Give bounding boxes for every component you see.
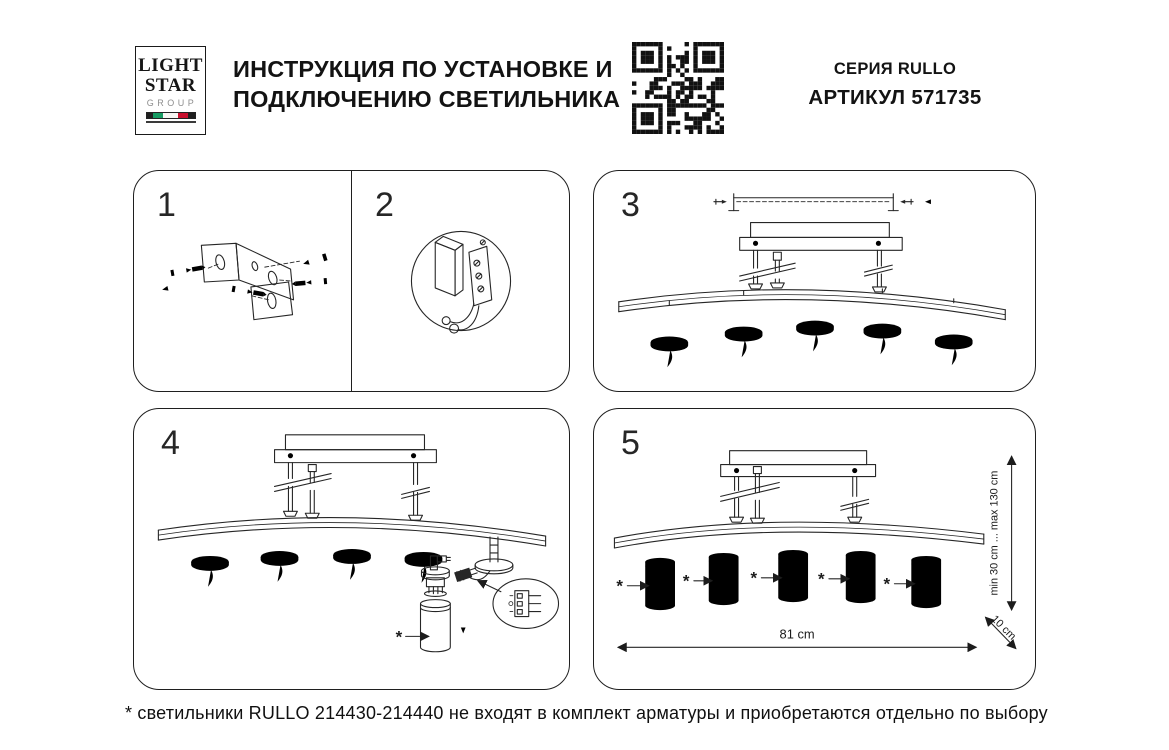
height-dimension <box>989 457 1012 610</box>
page-title <box>233 54 620 114</box>
step-number-3: 3 <box>621 186 640 224</box>
step-number-1: 1 <box>157 186 176 224</box>
product-info <box>798 60 992 110</box>
shade-dimension <box>986 613 1018 648</box>
panel-step-4 <box>133 408 570 690</box>
panel-step-3 <box>593 170 1036 392</box>
asterisk-marker: * <box>616 576 623 596</box>
panel-steps-1-2 <box>133 170 570 392</box>
step-number-4: 4 <box>161 424 180 462</box>
asterisk-marker: * <box>883 574 891 594</box>
terminal-detail-bubble <box>493 579 559 629</box>
wiring-detail-diagram <box>411 231 510 333</box>
article-label: АРТИКУЛ 571735 <box>808 86 982 109</box>
step4-diagram <box>134 409 569 689</box>
footnote: * светильники RULLO 214430-214440 не входят в комплект арматуры и приобретаются отдельно по выбору <box>125 703 1048 723</box>
asterisk-marker: * <box>395 627 403 647</box>
logo-word-light: LIGHT <box>138 55 203 76</box>
panel-divider <box>351 171 352 391</box>
asterisk-marker: * <box>682 571 690 591</box>
panel-step-5 <box>593 408 1036 690</box>
shade-dimension-label: 10 cm <box>988 613 1019 643</box>
height-dimension-label: min 30 cm ... max 130 cm <box>988 470 1001 596</box>
lightstar-logo <box>135 46 206 135</box>
flag-underline <box>146 121 196 123</box>
title-line-2: ПОДКЛЮЧЕНИЮ СВЕТИЛЬНИКА <box>233 86 621 112</box>
width-dimension-label: 81 cm <box>779 626 815 642</box>
asterisk-marker: * <box>750 568 758 588</box>
title-line-1: ИНСТРУКЦИЯ ПО УСТАНОВКЕ И <box>233 56 613 82</box>
lamp-shade <box>421 600 451 652</box>
step3-diagram <box>594 171 1035 391</box>
series-label: СЕРИЯ RULLO <box>833 60 957 78</box>
width-dimension <box>618 626 975 647</box>
italian-flag-stripe <box>146 112 196 119</box>
logo-word-star: STAR <box>144 75 197 96</box>
pendant-with-connector <box>454 537 513 592</box>
step-number-2: 2 <box>375 186 394 224</box>
logo-word-group: GROUP <box>146 98 198 108</box>
step5-diagram <box>594 409 1035 689</box>
bracket-diagram <box>161 243 329 319</box>
qr-code <box>632 42 724 134</box>
asterisk-marker: * <box>817 569 825 589</box>
step-number-5: 5 <box>621 424 640 462</box>
